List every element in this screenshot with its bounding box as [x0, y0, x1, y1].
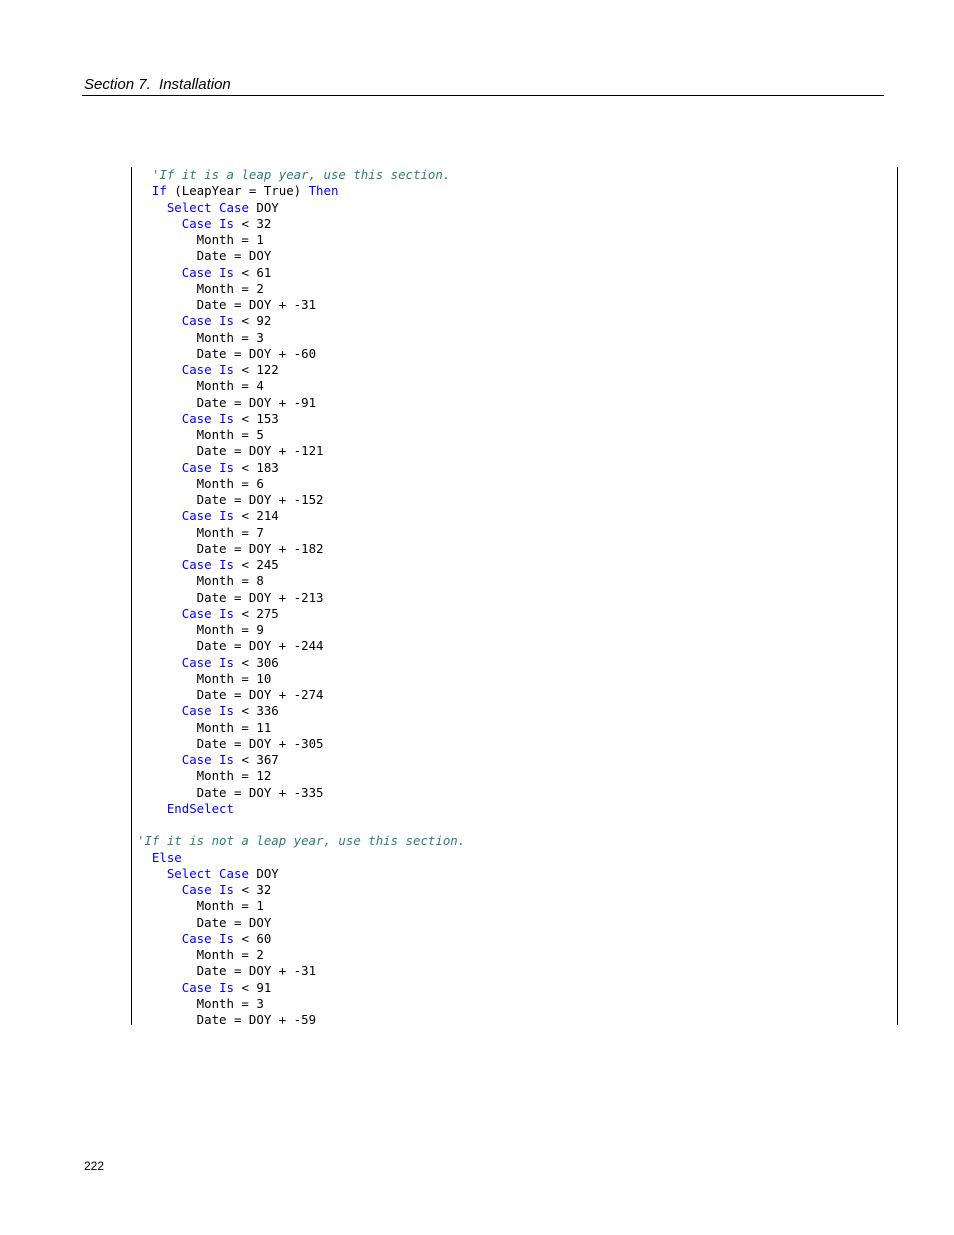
code-keyword: Case Is: [181, 930, 234, 946]
code-line: [137, 265, 465, 281]
code-text: [137, 216, 182, 231]
code-line: [137, 427, 465, 443]
code-line: [137, 980, 465, 996]
code-text: Month = 2: [137, 947, 264, 962]
code-line: [137, 200, 465, 216]
code-text: Month = 10: [137, 670, 272, 686]
code-line: [137, 638, 465, 654]
code-keyword: Then: [308, 183, 339, 199]
code-line: [137, 850, 465, 866]
code-text: [137, 606, 182, 621]
code-text: [137, 882, 182, 897]
code-text: Month = 12: [137, 768, 272, 784]
code-line: [137, 557, 465, 573]
code-line: [137, 720, 465, 736]
code-keyword: Case Is: [181, 459, 234, 475]
code-text: < 61: [233, 264, 272, 280]
code-text: Date = DOY: [137, 248, 272, 264]
code-line: [137, 460, 465, 476]
code-line: [137, 476, 465, 492]
code-line: [137, 947, 465, 963]
code-line: [137, 606, 465, 622]
code-keyword: Case Is: [181, 313, 234, 329]
code-keyword: Case Is: [181, 215, 234, 231]
code-line: [137, 622, 465, 638]
code-line: [137, 281, 465, 297]
code-line: [137, 492, 465, 508]
code-line: [137, 346, 465, 362]
code-text: Month = 3: [137, 995, 264, 1011]
code-line: [137, 541, 465, 557]
code-text: [137, 183, 152, 198]
code-line: [137, 573, 465, 589]
code-comment: 'If it is a leap year, use this section.: [151, 167, 451, 182]
code-text: Date = DOY + -152: [137, 492, 324, 507]
code-text: Date = DOY + -305: [137, 735, 324, 751]
code-text: Date = DOY + -91: [137, 394, 317, 410]
code-line: [137, 590, 465, 606]
page-number: 222: [84, 1159, 105, 1173]
code-comment: 'If it is not a leap year, use this section.: [137, 833, 466, 849]
code-text: < 214: [233, 508, 279, 524]
code-keyword: Case Is: [181, 410, 234, 426]
code-keyword: Case Is: [181, 979, 234, 995]
code-line: [137, 248, 465, 264]
code-text: DOY: [248, 865, 279, 881]
code-line: [137, 915, 465, 931]
code-line: [137, 232, 465, 248]
code-text: Date = DOY + -274: [137, 687, 324, 702]
code-line: [137, 785, 465, 801]
code-keyword: Select Case: [166, 199, 249, 215]
code-text: Month = 1: [137, 232, 264, 247]
code-line: [137, 898, 465, 914]
code-line: [137, 1012, 465, 1028]
code-text: [137, 411, 182, 426]
code-line: [137, 866, 465, 882]
code-keyword: EndSelect: [166, 800, 234, 816]
code-text: [137, 200, 167, 215]
code-line: [137, 882, 465, 898]
code-keyword: Case Is: [181, 654, 234, 670]
code-line: [137, 313, 465, 329]
code-line: [137, 687, 465, 703]
code-text: Date = DOY + -31: [137, 297, 317, 312]
code-text: Date = DOY + -121: [137, 443, 324, 459]
code-line: [137, 752, 465, 768]
code-text: < 153: [233, 410, 279, 426]
code-text: Month = 3: [137, 329, 264, 345]
code-line: [137, 963, 465, 979]
code-text: [137, 980, 182, 995]
code-text: Date = DOY + -244: [137, 638, 324, 654]
code-text: [137, 557, 182, 572]
code-text: Date = DOY + -31: [137, 963, 317, 979]
code-keyword: Case Is: [181, 882, 234, 897]
code-line: [137, 931, 465, 947]
code-line: [137, 525, 465, 541]
code-text: < 92: [233, 313, 272, 329]
code-text: < 91: [233, 979, 272, 995]
code-line: [137, 395, 465, 411]
code-keyword: Else: [151, 849, 182, 865]
code-text: [137, 801, 167, 816]
code-text: [137, 866, 167, 881]
code-text: Date = DOY + -60: [137, 345, 317, 361]
code-line: [137, 508, 465, 524]
code-keyword: Case Is: [181, 752, 234, 767]
code-line: [137, 297, 465, 313]
code-text: [137, 313, 182, 328]
code-text: Month = 8: [137, 573, 264, 589]
code-text: Date = DOY + -213: [137, 589, 324, 605]
code-keyword: Case Is: [181, 703, 234, 719]
code-text: [137, 703, 182, 718]
code-text: Date = DOY + -59: [137, 1012, 317, 1027]
code-text: [137, 850, 152, 865]
code-keyword: Case Is: [181, 605, 234, 621]
code-text: DOY: [248, 199, 279, 215]
code-keyword: Case Is: [181, 362, 234, 377]
code-keyword: If: [151, 183, 167, 199]
code-text: < 306: [233, 654, 279, 670]
code-line: [137, 443, 465, 459]
code-text: (LeapYear = True): [166, 183, 309, 199]
header-rule: [82, 95, 884, 96]
code-text: < 122: [233, 362, 279, 377]
code-line: [137, 167, 465, 183]
code-text: < 183: [233, 459, 279, 475]
code-line: [137, 703, 465, 719]
code-keyword: Case Is: [181, 557, 234, 572]
code-line: [137, 362, 465, 378]
code-text: Month = 7: [137, 524, 264, 540]
code-text: < 60: [233, 930, 272, 946]
code-text: [137, 508, 182, 523]
code-text: < 32: [233, 882, 272, 897]
code-line: [137, 801, 465, 817]
code-line: [137, 736, 465, 752]
code-text: Date = DOY + -182: [137, 540, 324, 556]
code-text: Month = 9: [137, 622, 264, 637]
code-text: [137, 362, 182, 377]
code-text: < 367: [233, 752, 279, 767]
code-keyword: Select Case: [166, 865, 249, 881]
code-text: [137, 655, 182, 670]
code-text: [137, 265, 182, 280]
code-text: [137, 752, 182, 767]
code-line: [137, 216, 465, 232]
code-text: Month = 6: [137, 475, 264, 491]
code-text: Month = 2: [137, 280, 264, 296]
code-text: < 275: [233, 605, 279, 621]
code-line: [137, 768, 465, 784]
code-line: [137, 655, 465, 671]
code-keyword: Case Is: [181, 264, 234, 280]
code-line: [137, 833, 465, 849]
section-title: Section 7. Installation: [84, 76, 231, 93]
code-listing: [137, 167, 465, 1028]
code-text: < 336: [233, 703, 279, 719]
code-line: [137, 378, 465, 394]
code-line: [137, 671, 465, 687]
code-text: Date = DOY: [137, 914, 272, 930]
code-text: Month = 11: [137, 719, 272, 735]
code-text: < 245: [233, 557, 279, 572]
code-text: [137, 460, 182, 475]
code-line: [137, 411, 465, 427]
code-keyword: Case Is: [181, 508, 234, 524]
code-text: Date = DOY + -335: [137, 784, 324, 800]
code-line: [137, 817, 465, 833]
code-text: [137, 931, 182, 946]
code-line: [137, 330, 465, 346]
code-line: [137, 996, 465, 1012]
code-line: [137, 183, 465, 199]
code-text: Month = 1: [137, 898, 264, 914]
code-text: < 32: [233, 215, 272, 231]
code-text: Month = 5: [137, 427, 264, 442]
code-text: Month = 4: [137, 378, 264, 394]
code-text: [137, 167, 152, 182]
